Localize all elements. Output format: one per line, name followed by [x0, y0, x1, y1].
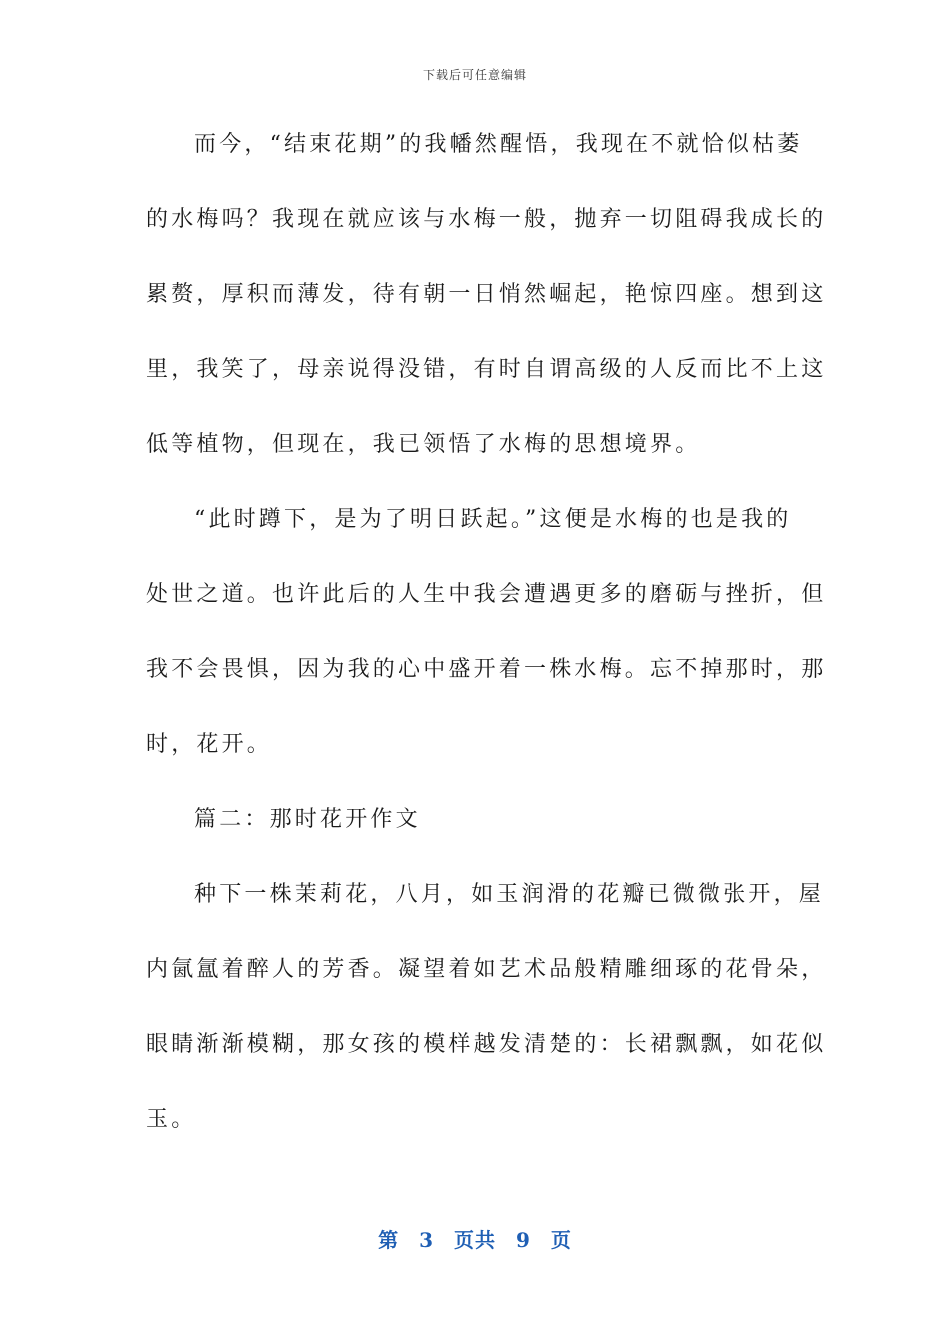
text-line: 种下一株茉莉花，八月，如玉润滑的花瓣已微微张开，屋: [194, 882, 825, 907]
footer-middle: 页共: [454, 1228, 496, 1252]
text-line: 内氤氲着醉人的芳香。凝望着如艺术品般精雕细琢的花骨朵，: [146, 957, 827, 982]
footer-prefix: 第: [378, 1228, 400, 1252]
text-line: 累赘，厚积而薄发，待有朝一日悄然崛起，艳惊四座。想到这: [146, 282, 827, 307]
text-line: 我不会畏惧，因为我的心中盛开着一株水梅。忘不掉那时，那: [146, 657, 827, 682]
total-pages-number: 9: [515, 1228, 531, 1252]
page-footer: [0, 1224, 950, 1253]
text-line: 时，花开。: [146, 732, 273, 757]
section-heading: 篇二：那时花开作文: [194, 807, 421, 832]
text-line: 的水梅吗？我现在就应该与水梅一般，抛弃一切阻碍我成长的: [146, 207, 827, 232]
text-line: “此时蹲下，是为了明日跃起。”这便是水梅的也是我的: [194, 507, 792, 532]
text-line: 处世之道。也许此后的人生中我会遭遇更多的磨砺与挫折，但: [146, 582, 827, 607]
text-line: 低等植物，但现在，我已领悟了水梅的思想境界。: [146, 432, 701, 457]
text-line: 眼睛渐渐模糊，那女孩的模样越发清楚的：长裙飘飘，如花似: [146, 1032, 827, 1057]
text-line: 而今，“结束花期”的我幡然醒悟，我现在不就恰似枯萎: [194, 132, 803, 157]
page-header: 下载后可任意编辑: [422, 68, 527, 82]
footer-suffix: 页: [550, 1228, 572, 1252]
text-line: 玉。: [146, 1107, 197, 1132]
current-page-number: 3: [419, 1228, 435, 1252]
text-line: 里，我笑了，母亲说得没错，有时自谓高级的人反而比不上这: [146, 357, 827, 382]
document-body: [146, 120, 827, 1170]
